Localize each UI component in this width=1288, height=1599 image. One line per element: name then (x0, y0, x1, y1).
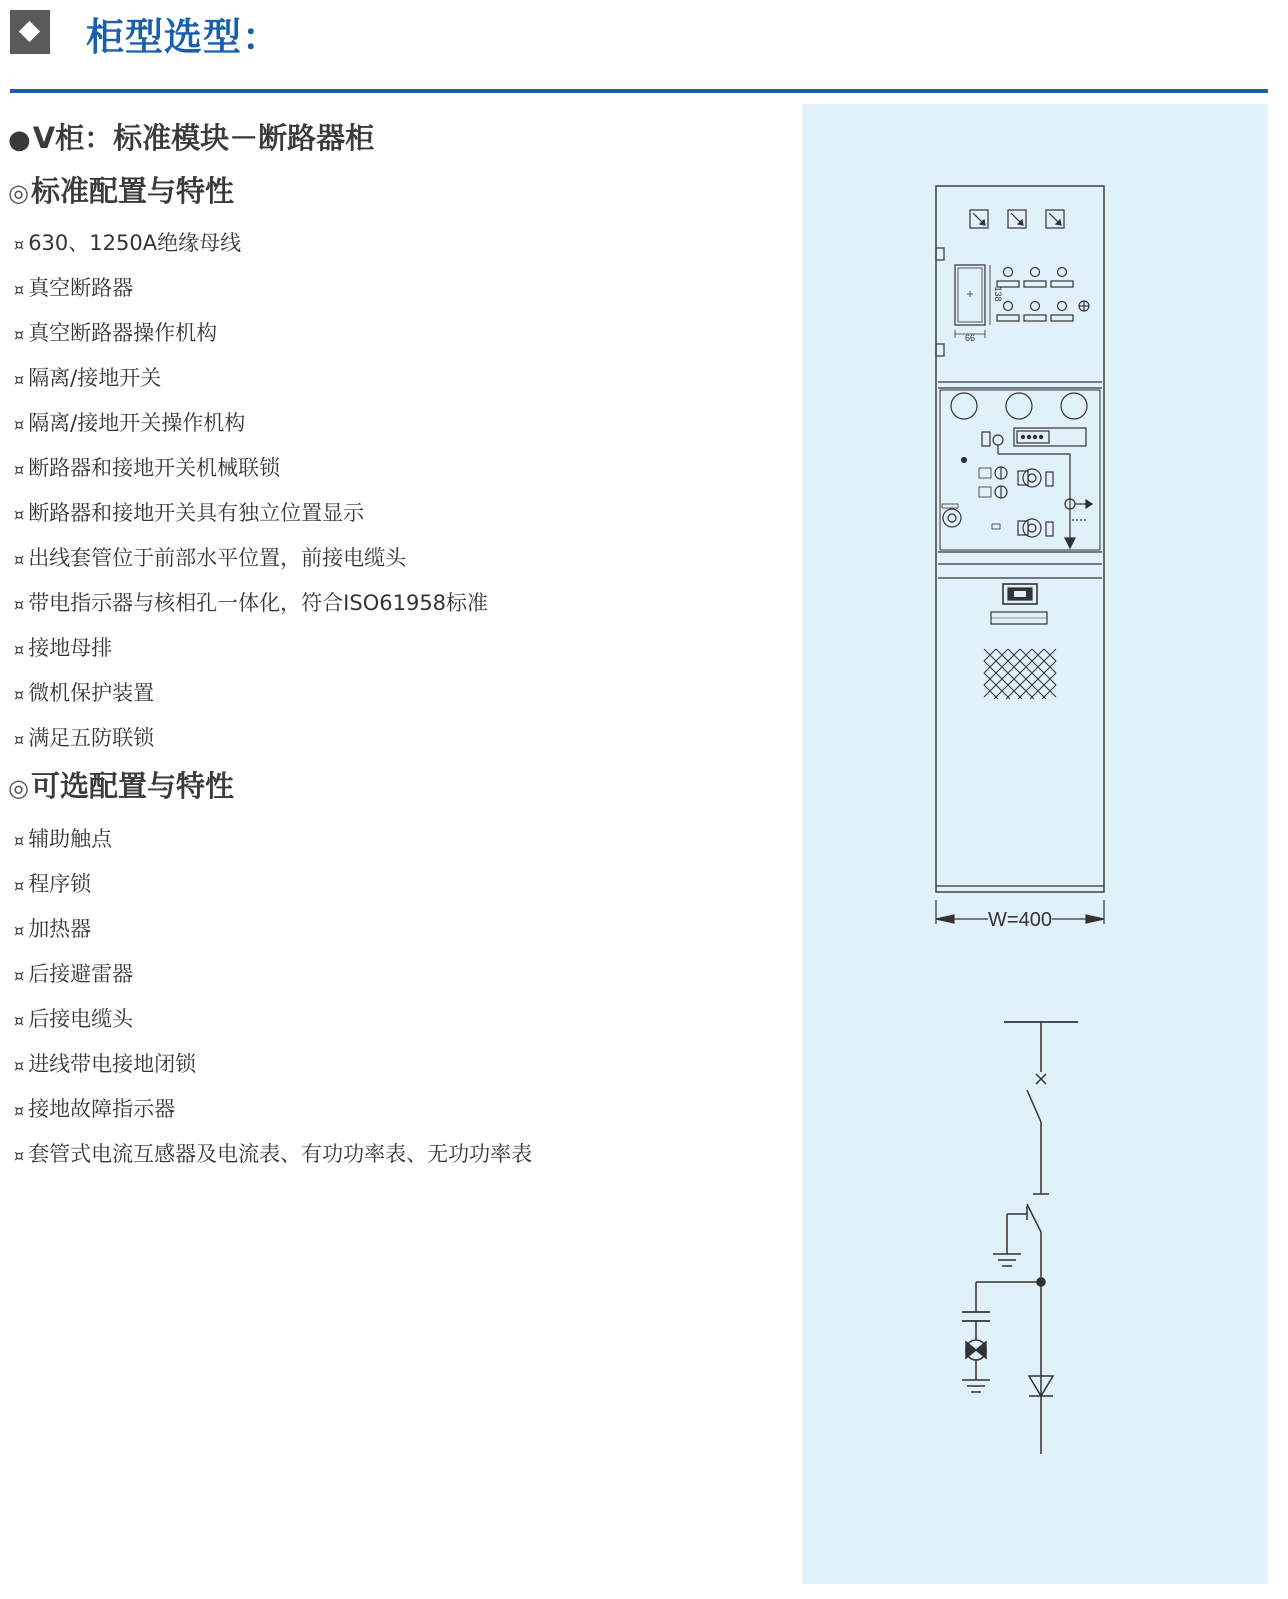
list-item-text: 程序锁 (28, 872, 92, 896)
diamond-icon (19, 21, 40, 42)
list-item (14, 959, 532, 1004)
list-item-text: 进线带电接地闭锁 (28, 1052, 197, 1076)
item-mark-icon: ¤ (14, 1056, 25, 1075)
item-mark-icon: ¤ (14, 966, 25, 985)
list-item-text: 微机保护装置 (28, 681, 155, 705)
standard-heading-text: 标准配置与特性 (30, 174, 234, 208)
item-mark-icon: ¤ (14, 1011, 25, 1030)
list-item (14, 273, 488, 318)
dim-vertical-label: 138 (993, 286, 1003, 302)
item-mark-icon: ¤ (14, 505, 25, 524)
list-item (14, 1139, 532, 1184)
width-label: W=400 (988, 909, 1052, 931)
item-mark-icon: ¤ (14, 550, 25, 569)
lower-door (991, 584, 1047, 624)
item-mark-icon: ¤ (14, 876, 25, 895)
bullet-ring-icon: ◎ (8, 179, 29, 207)
dim-horizontal-label: 66 (964, 333, 976, 343)
list-item (14, 318, 488, 363)
list-item-text: 断路器和接地开关具有独立位置显示 (28, 501, 365, 525)
list-item (14, 498, 488, 543)
list-item-text: 后接电缆头 (28, 1007, 134, 1031)
list-item (14, 1004, 532, 1049)
item-mark-icon: ¤ (14, 730, 25, 749)
list-item (14, 453, 488, 498)
list-item (14, 633, 488, 678)
list-item (14, 363, 488, 408)
item-mark-icon: ¤ (14, 280, 25, 299)
item-mark-icon: ¤ (14, 370, 25, 389)
page-title: 柜型选型： (86, 15, 282, 59)
list-item (14, 824, 532, 869)
list-item-text: 后接避雷器 (28, 962, 134, 986)
operating-mechanism (942, 428, 1092, 548)
list-item-text: 接地母排 (28, 636, 113, 660)
standard-features-list (14, 228, 488, 768)
list-item-text: 出线套管位于前部水平位置，前接电缆头 (28, 546, 407, 570)
bullet-dot-icon: ● (8, 125, 31, 155)
live-indicator-icon (951, 393, 1087, 419)
item-mark-icon: ¤ (14, 1146, 25, 1165)
list-item (14, 543, 488, 588)
item-mark-icon: ¤ (14, 235, 25, 254)
list-item-text: 真空断路器 (28, 276, 134, 300)
list-item (14, 588, 488, 633)
list-item (14, 228, 488, 273)
header-badge (10, 10, 50, 54)
list-item-text: 加热器 (28, 917, 92, 941)
list-item-text: 隔离/接地开关 (28, 366, 162, 390)
title-divider (10, 89, 1268, 93)
list-item-text: 满足五防联锁 (28, 726, 155, 750)
ventilation-grille-icon (984, 649, 1056, 699)
list-item-text: 真空断路器操作机构 (28, 321, 218, 345)
list-item-text: 隔离/接地开关操作机构 (28, 411, 246, 435)
list-item-text: 套管式电流互感器及电流表、有功功率表、无功功率表 (28, 1142, 533, 1166)
standard-heading (8, 173, 234, 211)
cabinet-title (8, 120, 374, 158)
item-mark-icon: ¤ (14, 415, 25, 434)
protection-relay-icon (955, 265, 1003, 343)
item-mark-icon: ¤ (14, 325, 25, 344)
item-mark-icon: ¤ (14, 921, 25, 940)
single-line-diagram (962, 1022, 1078, 1454)
cabinet-front-view-drawing (802, 104, 1268, 1584)
list-item (14, 1094, 532, 1139)
door-hinges (936, 248, 944, 356)
item-mark-icon: ¤ (14, 831, 25, 850)
list-item-text: 630、1250A绝缘母线 (28, 231, 242, 255)
list-item-text: 辅助触点 (28, 827, 113, 851)
optional-heading-text: 可选配置与特性 (30, 769, 234, 803)
indicator-lamps (997, 268, 1089, 322)
item-mark-icon: ¤ (14, 460, 25, 479)
item-mark-icon: ¤ (14, 640, 25, 659)
item-mark-icon: ¤ (14, 685, 25, 704)
list-item (14, 408, 488, 453)
item-mark-icon: ¤ (14, 595, 25, 614)
list-item (14, 678, 488, 723)
list-item (14, 914, 532, 959)
list-item (14, 869, 532, 914)
bullet-ring-icon: ◎ (8, 774, 29, 802)
optional-heading (8, 768, 234, 806)
list-item (14, 723, 488, 768)
meter-icon (970, 210, 1064, 228)
list-item-text: 带电指示器与核相孔一体化，符合ISO61958标准 (28, 591, 489, 615)
width-dimension (936, 900, 1104, 931)
list-item-text: 接地故障指示器 (28, 1097, 176, 1121)
cabinet-frame (936, 186, 1104, 892)
list-item (14, 1049, 532, 1094)
diagram-panel (802, 104, 1268, 1584)
optional-features-list (14, 824, 532, 1184)
cabinet-title-text: V柜：标准模块－断路器柜 (32, 121, 375, 155)
list-item-text: 断路器和接地开关机械联锁 (28, 456, 281, 480)
item-mark-icon: ¤ (14, 1101, 25, 1120)
